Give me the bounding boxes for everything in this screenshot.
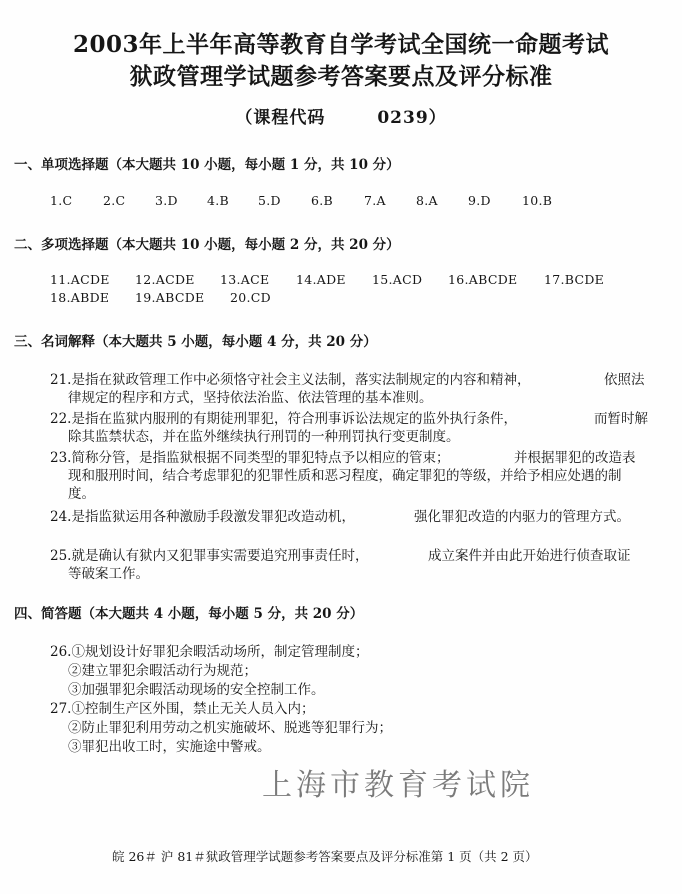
answer-item: 19.ABCDE (135, 290, 205, 305)
answer-item: 11.ACDE (50, 272, 110, 287)
answer-line: ③加强罪犯余暇活动现场的安全控制工作。 (68, 682, 325, 698)
course-code (0, 103, 682, 128)
answer-item: 10.B (522, 193, 553, 208)
section-single-choice-heading: 一、单项选择题（本大题共 10 小题，每小题 1 分，共 10 分） (14, 157, 400, 173)
answer-line: 依照法 (604, 372, 645, 388)
answer-item: 2.C (103, 193, 126, 208)
answer-line: 除其监禁状态，并在监外继续执行刑罚的一种刑罚执行变更制度。 (68, 429, 460, 445)
answer-line: 现和服刑时间，结合考虑罪犯的犯罪性质和恶习程度，确定罪犯的等级，并给予相应处遇的制 (68, 468, 622, 484)
answer-item: 3.D (155, 193, 178, 208)
section-multiple-choice-heading: 二、多项选择题（本大题共 10 小题，每小题 2 分，共 20 分） (14, 237, 400, 253)
answer-item: 13.ACE (220, 272, 270, 287)
page-footer: 皖 26＃ 沪 81＃狱政管理学试题参考答案要点及评分标准第 1 页（共 2 页） (112, 849, 538, 864)
answer-line: 22.是指在监狱内服刑的有期徒刑罪犯，符合刑事诉讼法规定的监外执行条件， (50, 411, 517, 427)
answer-line: 度。 (68, 486, 95, 502)
answer-item: 8.A (416, 193, 438, 208)
answer-line: 等破案工作。 (68, 566, 149, 582)
course-code-label: （课程代码 (235, 108, 326, 128)
section-short-answer-heading: 四、简答题（本大题共 4 小题，每小题 5 分，共 20 分） (14, 606, 364, 622)
exam-title: 2003年上半年高等教育自学考试全国统一命题考试 (72, 31, 609, 58)
answer-line: 强化罪犯改造的内驱力的管理方式。 (414, 509, 630, 525)
answer-item: 7.A (364, 193, 386, 208)
answer-item: 5.D (258, 193, 281, 208)
course-code-value: 0239） (377, 108, 447, 128)
institution-watermark: 上海市教育考试院 (262, 768, 534, 803)
answer-line: 25.就是确认有狱内又犯罪事实需要追究刑事责任时， (50, 548, 369, 564)
answer-line: 律规定的程序和方式，坚持依法治监、依法管理的基本准则。 (68, 390, 433, 406)
answer-item: 15.ACD (372, 272, 423, 287)
answer-line: 成立案件并由此开始进行侦查取证 (428, 548, 631, 564)
section-term-definition-heading: 三、名词解释（本大题共 5 小题，每小题 4 分，共 20 分） (14, 334, 377, 350)
answer-line: 26.①规划设计好罪犯余暇活动场所，制定管理制度； (50, 644, 369, 660)
answer-item: 14.ADE (296, 272, 346, 287)
answer-line: ②建立罪犯余暇活动行为规范； (68, 663, 257, 679)
answer-item: 20.CD (230, 290, 271, 305)
document-subtitle: 狱政管理学试题参考答案要点及评分标准 (129, 63, 553, 90)
answer-line: 23.简称分管，是指监狱根据不同类型的罪犯特点予以相应的管束； (50, 450, 450, 466)
answer-item: 4.B (207, 193, 230, 208)
answer-line: 24.是指监狱运用各种激励手段激发罪犯改造动机， (50, 509, 355, 525)
answer-line: 而暂时解 (594, 411, 648, 427)
answer-line: ③罪犯出收工时，实施途中警戒。 (68, 739, 271, 755)
answer-item: 6.B (311, 193, 334, 208)
answer-item: 18.ABDE (50, 290, 110, 305)
answer-line: 27.①控制生产区外围，禁止无关人员入内； (50, 701, 315, 717)
answer-item: 16.ABCDE (448, 272, 518, 287)
answer-line: 21.是指在狱政管理工作中必须恪守社会主义法制，落实法制规定的内容和精神， (50, 372, 531, 388)
answer-item: 12.ACDE (135, 272, 195, 287)
answer-line: ②防止罪犯利用劳动之机实施破坏、脱逃等犯罪行为； (68, 720, 392, 736)
answer-line: 并根据罪犯的改造表 (514, 450, 636, 466)
answer-item: 1.C (50, 193, 73, 208)
answer-item: 17.BCDE (544, 272, 605, 287)
answer-item: 9.D (468, 193, 491, 208)
